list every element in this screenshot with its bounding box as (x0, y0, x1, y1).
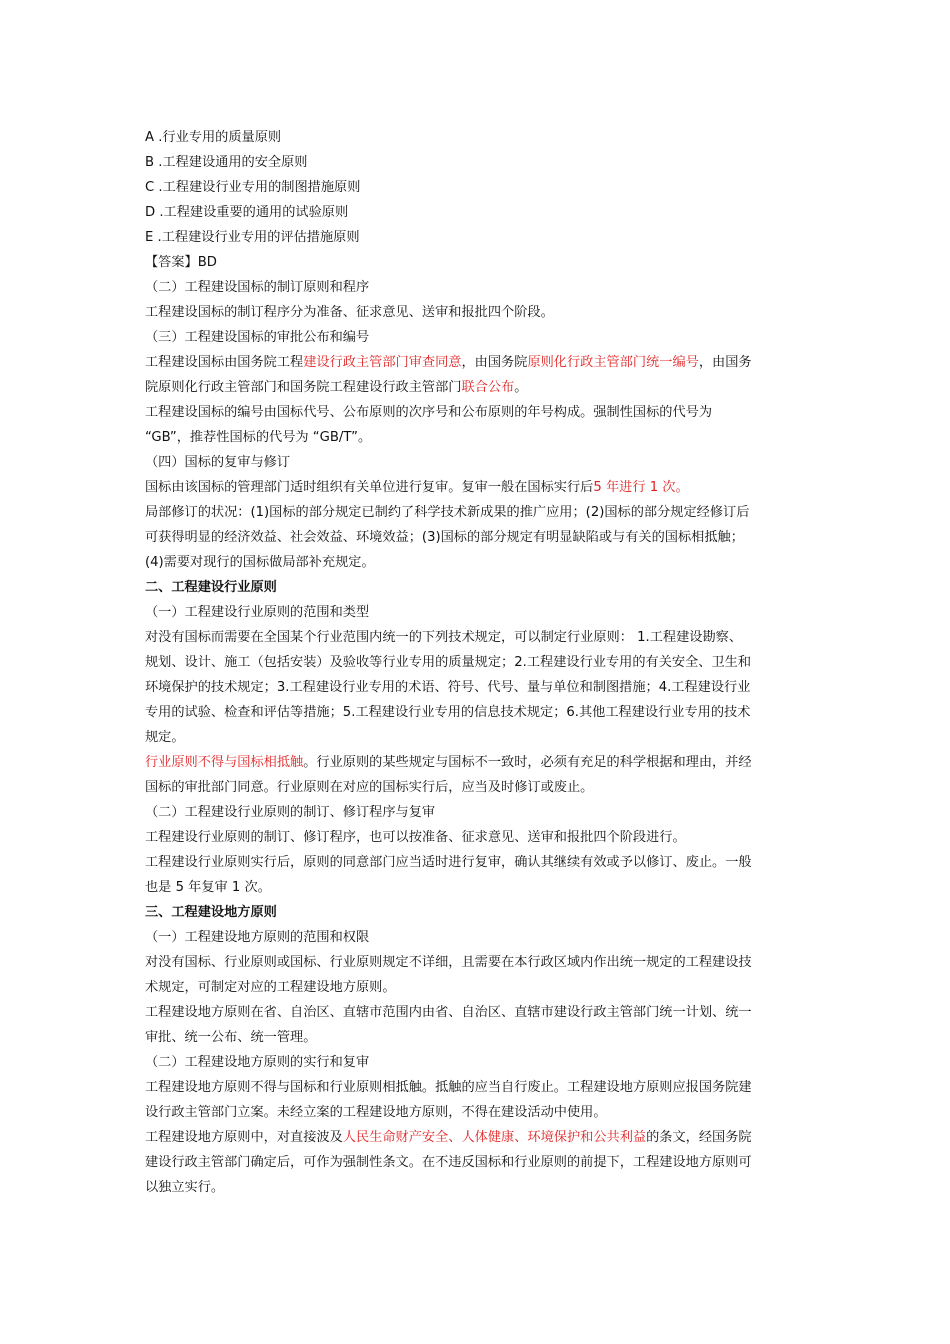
paragraph-line: 国标的审批部门同意。行业原则在对应的国标实行后，应当及时修订或废止。 (145, 780, 594, 795)
paragraph-line: 术规定，可制定对应的工程建设地方原则。 (145, 980, 396, 995)
section-heading: （一）工程建设行业原则的范围和类型 (145, 605, 370, 620)
paragraph-line: 工程建设国标由国务院工程建设行政主管部门审查同意，由国务院原则化行政主管部门统一编号，由国务 (145, 355, 752, 370)
option-a: A .行业专用的质量原则 (145, 130, 282, 145)
paragraph-line: 局部修订的状况：(1)国标的部分规定已制约了科学技术新成果的推广应用；(2)国标的部分规定经修订后 (145, 505, 750, 520)
paragraph-line: 设行政主管部门立案。未经立案的工程建设地方原则，不得在建设活动中使用。 (145, 1105, 607, 1120)
paragraph-line: 工程建设地方原则中，对直接波及人民生命财产安全、人体健康、环境保护和公共利益的条文，经国务院 (145, 1130, 752, 1145)
paragraph-line: 也是 5 年复审 1 次。 (145, 880, 271, 895)
part-heading: 三、工程建设地方原则 (145, 905, 277, 920)
paragraph-line: 国标由该国标的管理部门适时组织有关单位进行复审。复审一般在国标实行后5 年进行 1 次。 (145, 480, 689, 495)
paragraph-line: 工程建设国标的编号由国标代号、公布原则的次序号和公布原则的年号构成。强制性国标的代号为 (145, 405, 713, 420)
highlight-text: 人民生命财产安全、人体健康、环境保护和公共利益 (342, 1130, 647, 1145)
paragraph-line: “GB”，推荐性国标的代号为 “GB/T”。 (145, 430, 372, 445)
paragraph-line: 工程建设地方原则不得与国标和行业原则相抵触。抵触的应当自行废止。工程建设地方原则应报国务院建 (145, 1080, 752, 1095)
section-heading: （二）工程建设国标的制订原则和程序 (145, 280, 370, 295)
section-heading: （二）工程建设地方原则的实行和复审 (145, 1055, 370, 1070)
highlight-text: 建设行政主管部门审查同意 (303, 355, 462, 370)
highlight-text: 5 年进行 1 次。 (593, 480, 689, 495)
paragraph-line: 审批、统一公布、统一管理。 (145, 1030, 317, 1045)
paragraph-line: 规定。 (145, 730, 185, 745)
highlight-text: 联合公布 (461, 380, 515, 395)
part-heading: 二、工程建设行业原则 (145, 580, 277, 595)
section-heading: （四）国标的复审与修订 (145, 455, 291, 470)
paragraph-line: 工程建设行业原则实行后，原则的同意部门应当适时进行复审，确认其继续有效或予以修订、废止。一般 (145, 855, 752, 870)
option-d: D .工程建设重要的通用的试验原则 (145, 205, 349, 220)
paragraph-line: 规划、设计、施工（包括安装）及验收等行业专用的质量规定；2.工程建设行业专用的有关安全、卫生和 (145, 655, 752, 670)
paragraph-line: 建设行政主管部门确定后，可作为强制性条文。在不违反国标和行业原则的前提下，工程建设地方原则可 (145, 1155, 752, 1170)
paragraph-line: 行业原则不得与国标相抵触。行业原则的某些规定与国标不一致时，必须有充足的科学根据和理由，并经 (145, 755, 752, 770)
paragraph-line: 环境保护的技术规定；3.工程建设行业专用的术语、符号、代号、量与单位和制图措施；4.工程建设行业 (145, 680, 751, 695)
paragraph-line: 对没有国标而需要在全国某个行业范围内统一的下列技术规定，可以制定行业原则： 1.工程建设勘察、 (145, 630, 743, 645)
option-c: C .工程建设行业专用的制图措施原则 (145, 180, 361, 195)
document-page (145, 125, 810, 1200)
paragraph-line: 可获得明显的经济效益、社会效益、环境效益；(3)国标的部分规定有明显缺陷或与有关的国标相抵触； (145, 530, 744, 545)
answer: 【答案】BD (145, 255, 217, 270)
option-e: E .工程建设行业专用的评估措施原则 (145, 230, 360, 245)
section-heading: （一）工程建设地方原则的范围和权限 (145, 930, 370, 945)
section-heading: （二）工程建设行业原则的制订、修订程序与复审 (145, 805, 436, 820)
paragraph-line: 以独立实行。 (145, 1180, 225, 1195)
paragraph-line: 工程建设地方原则在省、自治区、直辖市范围内由省、自治区、直辖市建设行政主管部门统一计划、统一 (145, 1005, 752, 1020)
paragraph-line: (4)需要对现行的国标做局部补充规定。 (145, 555, 375, 570)
highlight-text: 行业原则不得与国标相抵触 (145, 755, 304, 770)
paragraph-line: 专用的试验、检查和评估等措施；5.工程建设行业专用的信息技术规定；6.其他工程建设行业专用的技术 (145, 705, 751, 720)
highlight-text: 原则化行政主管部门统一编号 (527, 355, 699, 370)
paragraph: 工程建设国标的制订程序分为准备、征求意见、送审和报批四个阶段。 (145, 305, 554, 320)
paragraph-line: 对没有国标、行业原则或国标、行业原则规定不详细，且需要在本行政区域内作出统一规定的工程建设技 (145, 955, 752, 970)
option-b: B .工程建设通用的安全原则 (145, 155, 308, 170)
paragraph-line: 院原则化行政主管部门和国务院工程建设行政主管部门联合公布。 (145, 380, 528, 395)
section-heading: （三）工程建设国标的审批公布和编号 (145, 330, 370, 345)
paragraph-line: 工程建设行业原则的制订、修订程序，也可以按准备、征求意见、送审和报批四个阶段进行。 (145, 830, 686, 845)
